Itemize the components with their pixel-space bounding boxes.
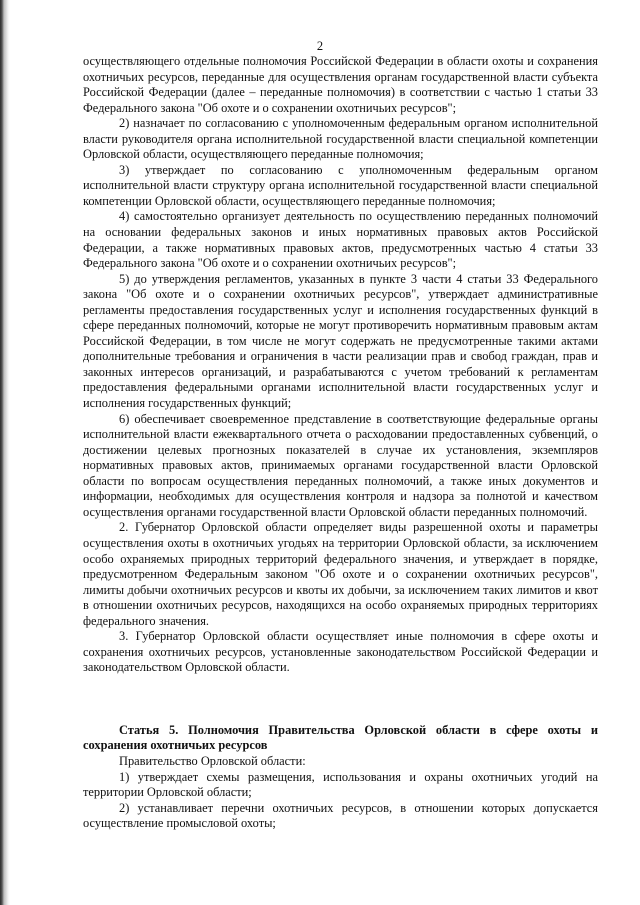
- scan-edge-shadow: [0, 0, 10, 905]
- paragraph-item-6: 6) обеспечивает своевременное представление в соответствующие федеральные органы исполнительной власти ежеквартального отчета о расходовании предоставленных субвенций, о достижении целевых прогнозных показателей в случае их установления, экземпляров нормативных правовых актов, принимаемых органами государственной власти Орловской области по вопросам осуществления переданных полномочий, а также иных документов и информации, необходимых для осуществления контроля и надзора за полнотой и качеством осуществления органами государственной власти Орловской области переданных полномочий.: [83, 411, 598, 519]
- paragraph-item-5: 5) до утверждения регламентов, указанных в пункте 3 части 4 статьи 33 Федерального закона "Об охоте и о сохранении охотничьих ресурсов", утверждает административные регламенты предоставления государственных услуг и исполнения государственных функций в сфере переданных полномочий, которые не могут противоречить нормативным правовым актам Российской Федерации, в том числе не могут содержать не предусмотренные такими актами дополнительные требования и ограничения в части реализации прав и свобод граждан, прав и законных интересов организаций, и разрабатываются с учетом требований к регламентам предоставления федеральными органами исполнительной власти государственных услуг и исполнения государственных функций;: [83, 271, 598, 411]
- article-5-item-2: 2) устанавливает перечни охотничьих ресурсов, в отношении которых допускается осуществление промысловой охоты;: [83, 800, 598, 831]
- article-5-item-1: 1) утверждает схемы размещения, использования и охраны охотничьих угодий на территории Орловской области;: [83, 769, 598, 800]
- paragraph-section-2: 2. Губернатор Орловской области определяет виды разрешенной охоты и параметры осуществления охоты в охотничьих угодьях на территории Орловской области, за исключением особо охраняемых природных территорий федерального значения, и утверждает в порядке, предусмотренном Федеральным законом "Об охоте и о сохранении охотничьих ресурсов", лимиты добычи охотничьих ресурсов и квоты их добычи, за исключением таких лимитов и квот в отношении охотничьих ресурсов, находящихся на особо охраняемых природных территориях федерального значения.: [83, 520, 598, 628]
- paragraph-section-3: 3. Губернатор Орловской области осуществляет иные полномочия в сфере охоты и сохранения охотничьих ресурсов, установленные законодательством Российской Федерации и законодательством Орловской области.: [83, 629, 598, 675]
- paragraph-item-2: 2) назначает по согласованию с уполномоченным федеральным органом исполнительной власти руководителя органа исполнительной государственной власти специальной компетенции Орловской области, осуществляющего переданные полномочия;: [83, 116, 598, 162]
- paragraph-item-4: 4) самостоятельно организует деятельность по осуществлению переданных полномочий на основании федеральных законов и иных нормативных правовых актов Российской Федерации, а также нормативных правовых актов, предусмотренных частью 4 статьи 33 Федерального закона "Об охоте и о сохранении охотничьих ресурсов";: [83, 209, 598, 271]
- article-5-intro: Правительство Орловской области:: [119, 753, 306, 768]
- paragraph-continuation: осуществляющего отдельные полномочия Российской Федерации в области охоты и сохранения охотничьих ресурсов, переданные для осуществления органам государственной власти субъекта Российской Федерации (далее – переданные полномочия) в соответствии с частью 1 статьи 33 Федерального закона "Об охоте и о сохранении охотничьих ресурсов";: [83, 54, 598, 115]
- paragraph-item-3: 3) утверждает по согласованию с уполномоченным федеральным органом исполнительной власти структуру органа исполнительной государственной власти специальной компетенции Орловской области, осуществляющего переданные полномочия;: [83, 162, 598, 208]
- page-number: 2: [316, 39, 324, 53]
- article-5-heading: Статья 5. Полномочия Правительства Орловской области в сфере охоты и сохранения охотничьих ресурсов: [83, 722, 598, 753]
- section-gap: [83, 676, 598, 723]
- document-body: [83, 54, 598, 832]
